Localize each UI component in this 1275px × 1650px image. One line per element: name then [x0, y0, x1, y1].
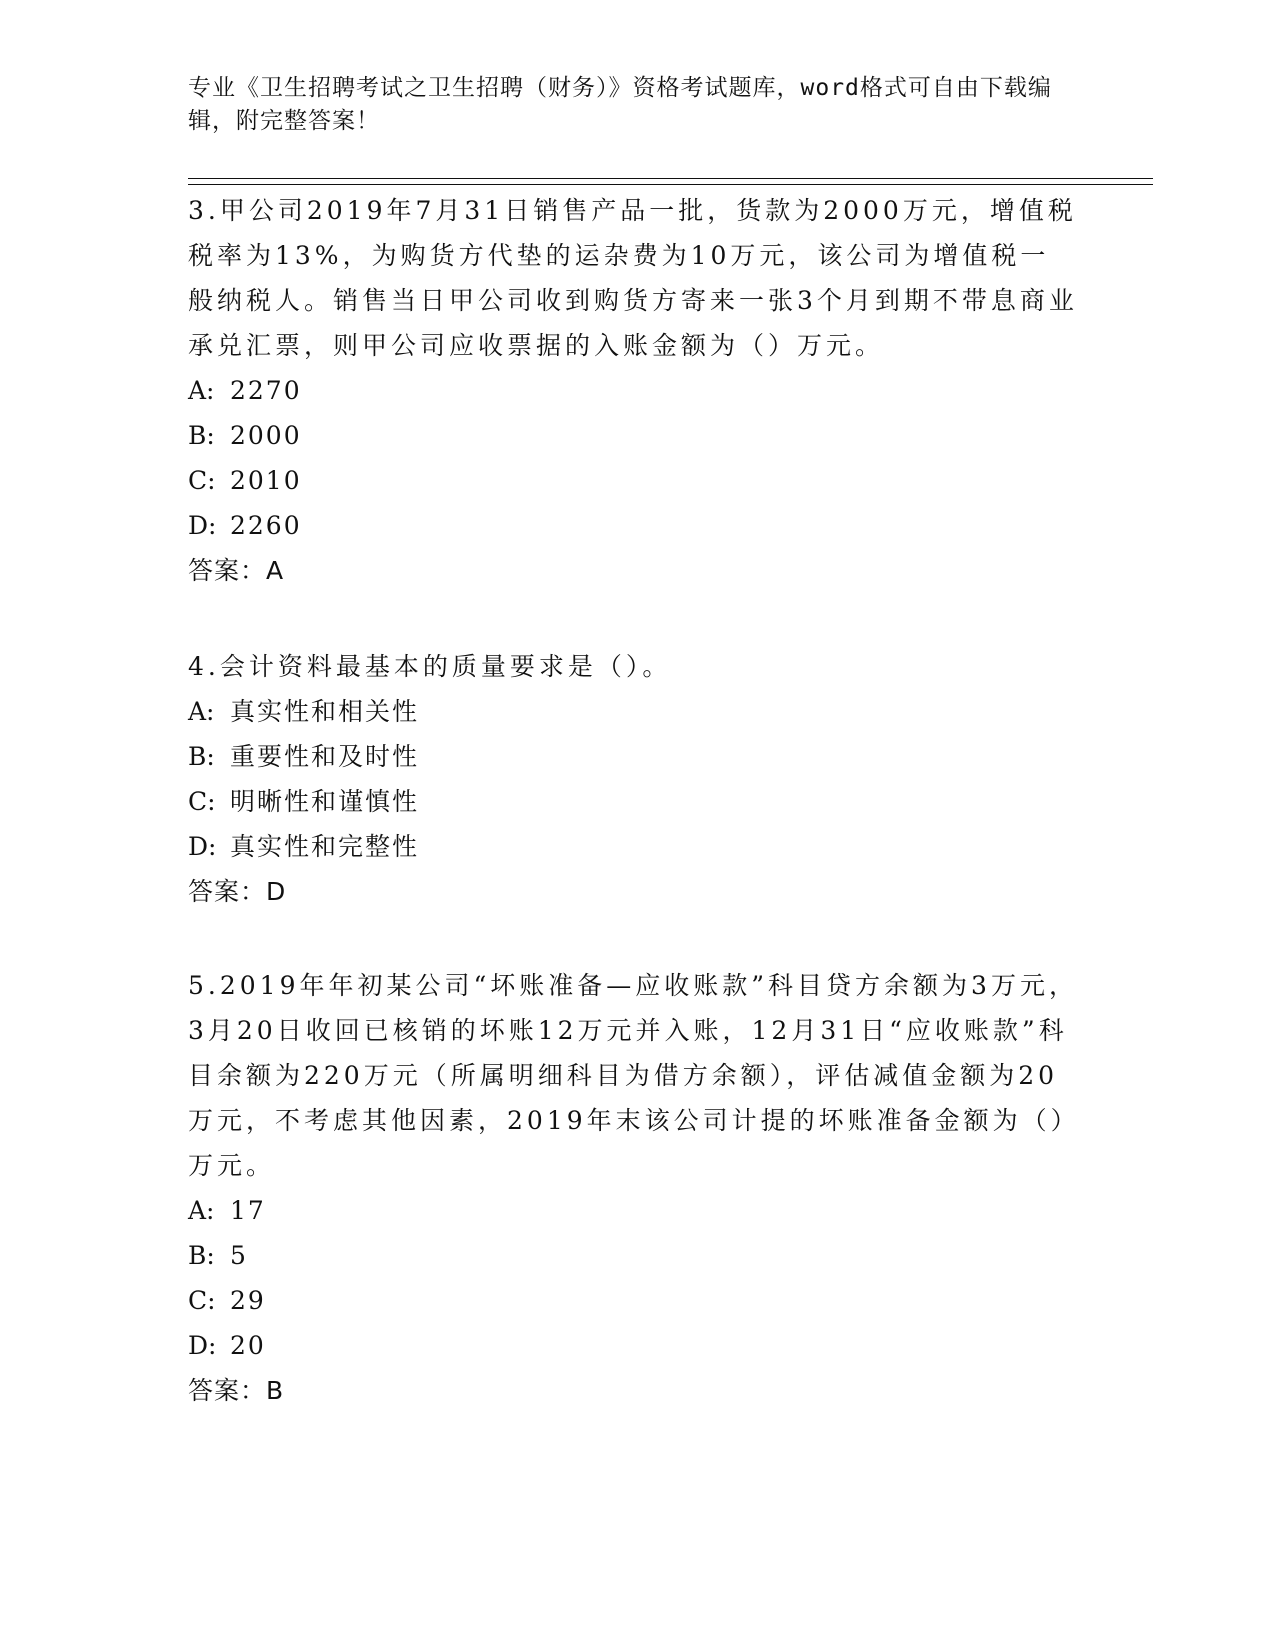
option-text: 2260 — [230, 511, 302, 540]
option-text: 5 — [230, 1241, 248, 1270]
option-a — [188, 368, 1078, 413]
option-d — [188, 824, 1078, 869]
option-a — [188, 1188, 1078, 1233]
option-letter: A: — [188, 697, 215, 726]
option-d — [188, 503, 1078, 548]
option-letter: C: — [188, 466, 216, 495]
question-stem: 3.甲公司2019年7月31日销售产品一批，货款为2000万元，增值税税率为13%，为购货方代垫的运杂费为10万元，该公司为增值税一般纳税人。销售当日甲公司收到购货方寄来一张3个月到期不带息商业承兑汇票，则甲公司应收票据的入账金额为（）万元。 — [188, 196, 1078, 360]
option-b — [188, 1233, 1078, 1278]
question-5 — [188, 963, 1078, 1413]
answer: 答案：A — [188, 556, 285, 585]
option-letter: D: — [188, 1331, 217, 1360]
header-rule-bottom — [188, 184, 1153, 185]
option-b — [188, 413, 1078, 458]
option-letter: D: — [188, 511, 217, 540]
option-text: 重要性和及时性 — [230, 742, 420, 771]
option-text: 2270 — [230, 376, 302, 405]
option-text: 明晰性和谨慎性 — [230, 787, 420, 816]
option-letter: D: — [188, 832, 217, 861]
option-c — [188, 458, 1078, 503]
option-c — [188, 1278, 1078, 1323]
question-stem: 5.2019年年初某公司“坏账准备—应收账款”科目贷方余额为3万元，3月20日收回已核销的坏账12万元并入账，12月31日“应收账款”科目余额为220万元（所属明细科目为借方余额），评估减值金额为20万元，不考虑其他因素，2019年末该公司计提的坏账准备金额为（）万元。 — [188, 971, 1078, 1180]
question-stem: 4.会计资料最基本的质量要求是（）。 — [188, 652, 672, 681]
option-text: 20 — [230, 1331, 266, 1360]
option-letter: B: — [188, 421, 215, 450]
option-d — [188, 1323, 1078, 1368]
option-text: 17 — [230, 1196, 266, 1225]
option-letter: C: — [188, 1286, 216, 1315]
option-b — [188, 734, 1078, 779]
question-4 — [188, 644, 1078, 914]
header-rule-top — [188, 178, 1153, 179]
answer: 答案：D — [188, 877, 287, 906]
option-letter: C: — [188, 787, 216, 816]
document-header: 专业《卫生招聘考试之卫生招聘（财务）》资格考试题库，word格式可自由下载编辑，附完整答案！ — [188, 75, 1052, 134]
option-a — [188, 689, 1078, 734]
option-c — [188, 779, 1078, 824]
option-letter: B: — [188, 742, 215, 771]
option-letter: B: — [188, 1241, 215, 1270]
option-text: 2000 — [230, 421, 302, 450]
option-text: 真实性和相关性 — [230, 697, 420, 726]
answer: 答案：B — [188, 1376, 285, 1405]
option-text: 真实性和完整性 — [230, 832, 420, 861]
option-text: 2010 — [230, 466, 302, 495]
question-3 — [188, 188, 1078, 593]
option-letter: A: — [188, 1196, 215, 1225]
option-text: 29 — [230, 1286, 266, 1315]
option-letter: A: — [188, 376, 215, 405]
